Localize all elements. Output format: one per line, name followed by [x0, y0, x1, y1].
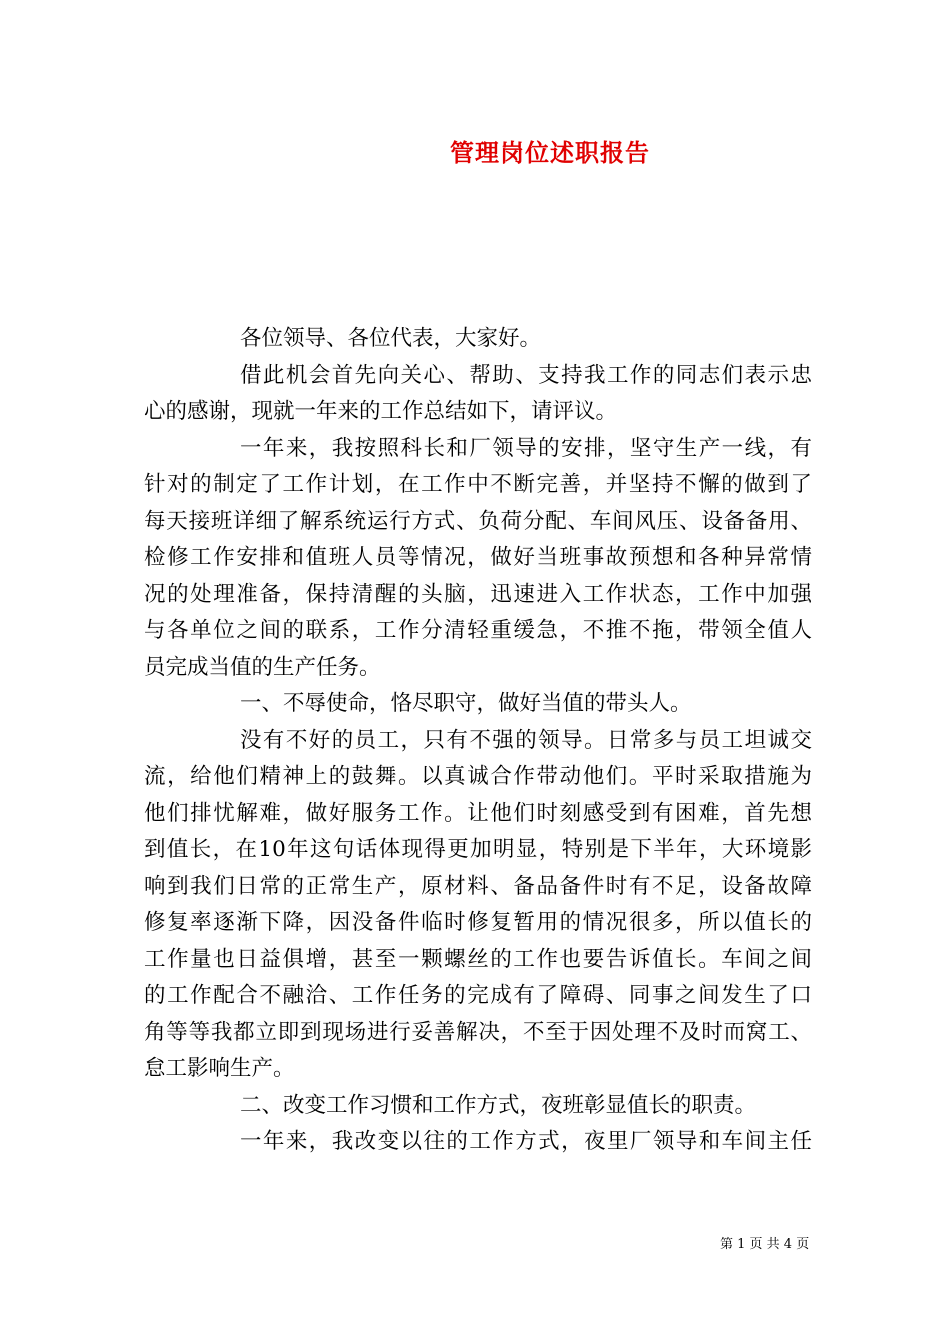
text-line: 二、改变工作习惯和工作方式，夜班彰显值长的职责。	[240, 1092, 757, 1118]
text-line: 工作量也日益俱增，甚至一颗螺丝的工作也要告诉值长。车间之间	[144, 946, 812, 972]
text-line: 一年来，我按照科长和厂领导的安排，坚守生产一线，有	[240, 435, 812, 461]
text-line: 到值长，在10年这句话体现得更加明显，特别是下半年，大环境影	[144, 837, 812, 862]
text-line: 心的感谢，现就一年来的工作总结如下，请评议。	[144, 399, 618, 424]
text-line: 响到我们日常的正常生产，原材料、备品备件时有不足，设备故障	[144, 873, 812, 899]
text-line: 角等等我都立即到现场进行妥善解决，不至于因处理不及时而窝工、	[144, 1019, 812, 1045]
text-line: 一年来，我改变以往的工作方式，夜里厂领导和车间主任	[240, 1129, 812, 1154]
text-line: 的工作配合不融洽、工作任务的完成有了障碍、同事之间发生了口	[144, 983, 812, 1008]
document-body	[144, 321, 812, 1161]
text-line: 与各单位之间的联系，工作分清轻重缓急，不推不拖，带领全值人	[144, 618, 812, 643]
text-line: 针对的制定了工作计划，在工作中不断完善，并坚持不懈的做到了	[144, 472, 812, 497]
text-line: 修复率逐渐下降，因没备件临时修复暂用的情况很多，所以值长的	[144, 910, 812, 935]
text-line: 怠工影响生产。	[144, 1056, 295, 1081]
text-line: 员完成当值的生产任务。	[144, 654, 381, 680]
text-line: 每天接班详细了解系统运行方式、负荷分配、车间风压、设备备用、	[144, 508, 812, 534]
text-line: 况的处理准备，保持清醒的头脑，迅速进入工作状态，工作中加强	[144, 581, 812, 607]
text-line: 流，给他们精神上的鼓舞。以真诚合作带动他们。平时采取措施为	[144, 764, 812, 789]
text-line: 他们排忧解难，做好服务工作。让他们时刻感受到有困难，首先想	[144, 800, 812, 826]
text-line: 一、不辱使命，恪尽职守，做好当值的带头人。	[240, 691, 692, 716]
page-footer: 第 1 页 共 4 页	[720, 1237, 810, 1252]
text-line: 借此机会首先向关心、帮助、支持我工作的同志们表示忠	[240, 362, 812, 388]
text-line: 检修工作安排和值班人员等情况，做好当班事故预想和各种异常情	[144, 545, 812, 570]
text-line: 没有不好的员工，只有不强的领导。日常多与员工坦诚交	[240, 727, 812, 753]
document-title: 管理岗位述职报告	[450, 139, 650, 167]
text-line: 各位领导、各位代表，大家好。	[240, 326, 542, 351]
